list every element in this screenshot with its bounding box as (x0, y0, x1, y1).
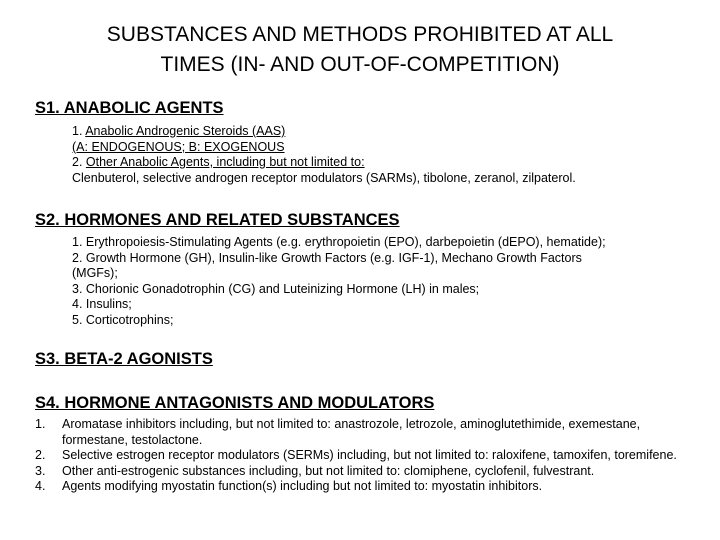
s2-line: 2. Growth Hormone (GH), Insulin-like Growth Factors (e.g. IGF-1), Mechano Growth Factors (72, 250, 582, 265)
list-item-number: 4. (35, 479, 46, 493)
s2-content (72, 235, 702, 328)
list-item-number: 2. (35, 448, 46, 462)
s4-list (35, 417, 695, 495)
list-item (35, 448, 695, 464)
list-item-text: Aromatase inhibitors including, but not limited to: anastrozole, letrozole, aminoglutethimide, exemestane, formestane, testolactone. (62, 417, 641, 447)
list-item-text: Agents modifying myostatin function(s) including but not limited to: myostatin inhibitors. (62, 479, 543, 493)
section-heading-s3: S3. BETA-2 AGONISTS (35, 350, 213, 368)
other-anabolic-agents-link[interactable]: Other Anabolic Agents, including but not limited to: (85, 155, 365, 169)
s1-line-3-number: 2. (72, 155, 86, 169)
list-item (35, 417, 695, 448)
s1-line-1-number: 1. (72, 124, 86, 138)
section-heading-s2: S2. HORMONES AND RELATED SUBSTANCES (35, 211, 400, 229)
s2-line: 5. Corticotrophins; (72, 312, 174, 327)
section-heading-s4: S4. HORMONE ANTAGONISTS AND MODULATORS (35, 394, 435, 412)
list-item-text: Other anti-estrogenic substances including, but not limited to: clomiphene, cyclofenil, fulvestrant. (62, 463, 595, 478)
list-item-number: 1. (35, 417, 46, 431)
list-item-number: 3. (35, 463, 46, 478)
s2-line: 1. Erythropoiesis-Stimulating Agents (e.g. erythropoietin (EPO), darbepoietin (dEPO), hematide); (72, 235, 606, 249)
s2-line: 4. Insulins; (72, 297, 132, 311)
section-heading-s1: S1. ANABOLIC AGENTS (35, 99, 224, 117)
s2-line: 3. Chorionic Gonadotrophin (CG) and Luteinizing Hormone (LH) in males; (72, 281, 480, 296)
list-item (35, 479, 695, 495)
aas-link[interactable]: Anabolic Androgenic Steroids (AAS) (85, 124, 286, 138)
s1-line-1 (72, 124, 702, 140)
list-item (35, 464, 695, 480)
s1-line-2: (A: ENDOGENOUS; B: EXOGENOUS (72, 139, 285, 154)
s1-line-3 (72, 155, 702, 171)
s2-line: (MGFs); (72, 266, 118, 280)
page-title (40, 20, 680, 80)
s1-content (72, 124, 702, 186)
s1-line-4: Clenbuterol, selective androgen receptor modulators (SARMs), tibolone, zeranol, zilpaterol. (72, 170, 576, 185)
title-line-2: TIMES (IN- AND OUT-OF-COMPETITION) (160, 53, 560, 76)
list-item-text: Selective estrogen receptor modulators (SERMs) including, but not limited to: raloxifene, tamoxifen, toremifene. (62, 448, 677, 462)
title-line-1: SUBSTANCES AND METHODS PROHIBITED AT ALL (106, 23, 614, 46)
